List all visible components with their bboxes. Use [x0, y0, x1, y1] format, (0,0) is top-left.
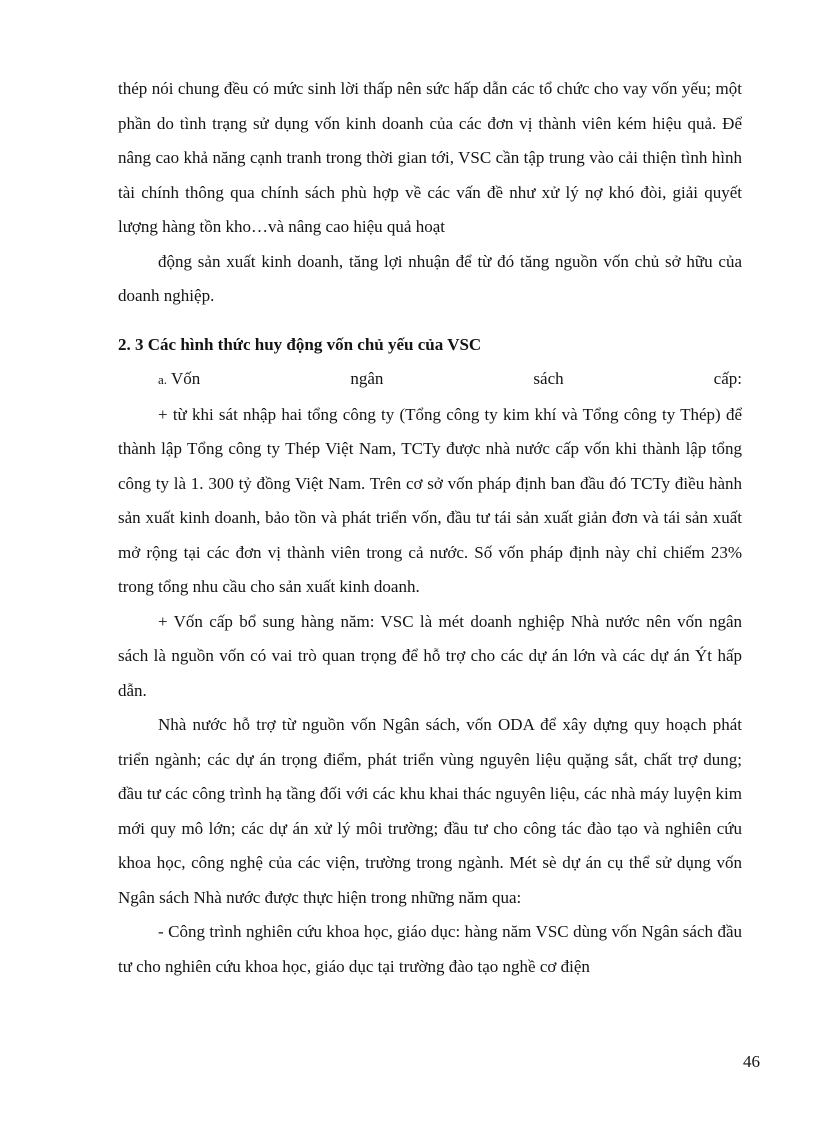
subsection-marker: a.: [158, 372, 168, 387]
subsection-title: Vốn ngân sách cấp:: [171, 369, 742, 388]
paragraph-state-support: Nhà nước hỗ trợ từ nguồn vốn Ngân sách, vốn ODA để xây dựng quy hoạch phát triển ngành; các dự án trọng điểm, phát triển vùng nguyên liệu quặng sắt, chất trợ dung; đầu tư các công trình hạ tầng đối với các khu khai thác nguyên liệu, các nhà máy luyện kim mới quy mô lớn; các dự án xử lý môi trường; đầu tư cho công tác đào tạo và nghiên cứu khoa học, công nghệ của các viện, trường trong ngành. Mét sè dự án cụ thể sử dụng vốn Ngân sách Nhà nước được thực hiện trong những năm qua:: [118, 715, 742, 907]
page-number: 46: [743, 1052, 760, 1071]
paragraph-conclusion: động sản xuất kinh doanh, tăng lợi nhuận để từ đó tăng nguồn vốn chủ sở hữu của doanh nghiệp.: [118, 251, 742, 305]
subsection-heading: [118, 362, 742, 398]
paragraph-research-projects: - Công trình nghiên cứu khoa học, giáo dục: hàng năm VSC dùng vốn Ngân sách đầu tư cho nghiên cứu khoa học, giáo dục tại trường đào tạo nghề cơ điện: [118, 922, 742, 976]
paragraph-continuation: thép nói chung đều có mức sinh lời thấp nên sức hấp dẫn các tổ chức cho vay vốn yếu; một phần do tình trạng sử dụng vốn kinh doanh của các đơn vị thành viên kém hiệu quả. Để nâng cao khả năng cạnh tranh trong thời gian tới, VSC cần tập trung vào cải thiện tình hình tài chính thông qua chính sách phù hợp về các vấn đề như xử lý nợ khó đòi, giải quyết lượng hàng tồn kho…và nâng cao hiệu quả hoạt: [118, 79, 742, 236]
paragraph-initial-capital: + từ khi sát nhập hai tổng công ty (Tổng công ty kim khí và Tổng công ty Thép) để thành lập Tổng công ty Thép Việt Nam, TCTy được nhà nước cấp vốn khi thành lập tổng công ty là 1. 300 tỷ đồng Việt Nam. Trên cơ sở vốn pháp định ban đầu đó TCTy điều hành sản xuất kinh doanh, bảo tồn và phát triển vốn, đầu tư tái sản xuất giản đơn và tái sản xuất mở rộng tại các đơn vị thành viên trong cả nước. Số vốn pháp định này chỉ chiếm 23% trong tổng nhu cầu cho sản xuất kinh doanh.: [118, 404, 742, 596]
paragraph-annual-capital: + Vốn cấp bổ sung hàng năm: VSC là mét doanh nghiệp Nhà nước nên vốn ngân sách là nguồn vốn có vai trò quan trọng để hỗ trợ cho các dự án lớn và các dự án Ýt hấp dẫn.: [118, 611, 742, 700]
section-heading: 2. 3 Các hình thức huy động vốn chủ yếu của VSC: [118, 334, 482, 354]
document-body: [118, 72, 742, 984]
